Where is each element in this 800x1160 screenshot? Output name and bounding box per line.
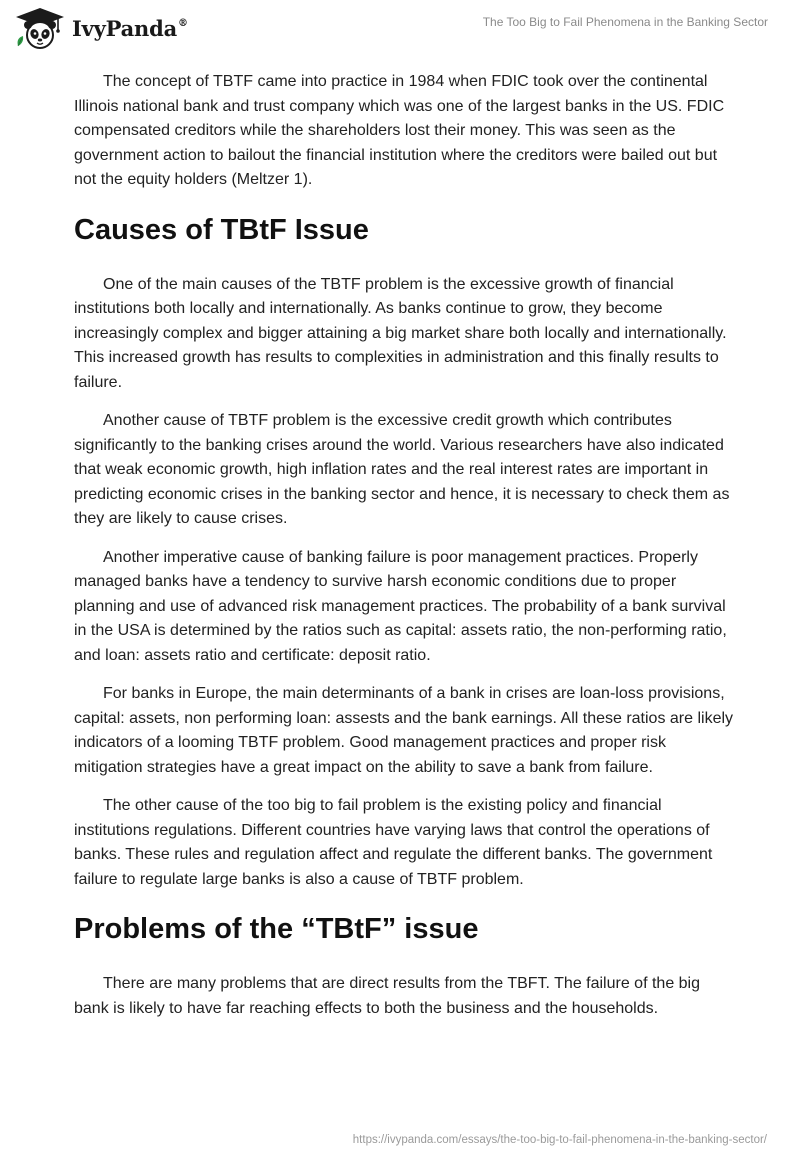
causes-paragraph: One of the main causes of the TBTF problem is the excessive growth of financial institutions both locally and internationally. As banks continue to grow, they become increasingly complex and bigger attaining a big market share both locally and internationally. This increased growth has results to complexities in administration and this finally results to failure. [74, 275, 727, 391]
causes-paragraph: Another imperative cause of banking failure is poor management practices. Properly managed banks have a tendency to survive harsh economic conditions due to proper planning and use of advanced risk management practices. The probability of a bank survival in the USA is determined by the ratios such as capital: assets ratio, the non-performing ratio, and loan: assets ratio and certificate: deposit ratio. [74, 548, 727, 664]
source-url[interactable]: https://ivypanda.com/essays/the-too-big-to-fail-phenomena-in-the-banking-sector/ [352, 1134, 767, 1146]
logo-wordmark: IvyPanda® [72, 15, 188, 41]
panda-graduate-icon [14, 6, 66, 50]
ivypanda-logo[interactable] [14, 6, 188, 50]
essay-content [74, 70, 734, 1035]
problems-heading: Problems of the “TBtF” issue [74, 913, 479, 945]
page-header [0, 0, 800, 64]
causes-paragraph: The other cause of the too big to fail problem is the existing policy and financial institutions regulations. Different countries have varying laws that control the operations of banks. These rules and regulation affect and regulate the different banks. The government failure to regulate large banks is also a cause of TBTF problem. [74, 797, 713, 888]
causes-paragraph: Another cause of TBTF problem is the excessive credit growth which contributes significantly to the banking crises around the world. Various researchers have also indicated that weak economic growth, high inflation rates and the real interest rates are important in predicting economic crises in the banking sector and hence, it is necessary to check them as they are likely to cause crises. [74, 412, 730, 527]
intro-paragraph: The concept of TBTF came into practice in 1984 when FDIC took over the continental Illinois national bank and trust company which was one of the largest banks in the US. FDIC compensated creditors while the shareholders lost their money. This was seen as the government action to bailout the financial institution where the creditors were bailed out but not the equity holders (Meltzer 1). [74, 73, 725, 188]
causes-heading: Causes of TBtF Issue [74, 213, 369, 246]
document-title: The Too Big to Fail Phenomena in the Banking Sector [482, 15, 768, 29]
problems-paragraph: There are many problems that are direct results from the TBFT. The failure of the big bank is likely to have far reaching effects to both the business and the households. [74, 975, 701, 1017]
causes-paragraph: For banks in Europe, the main determinants of a bank in crises are loan-loss provisions, capital: assets, non performing loan: assests and the bank earnings. All these ratios are likely indicators of a looming TBTF problem. Good management practices and proper risk mitigation strategies have a great impact on the ability to save a bank from failure. [74, 685, 734, 776]
